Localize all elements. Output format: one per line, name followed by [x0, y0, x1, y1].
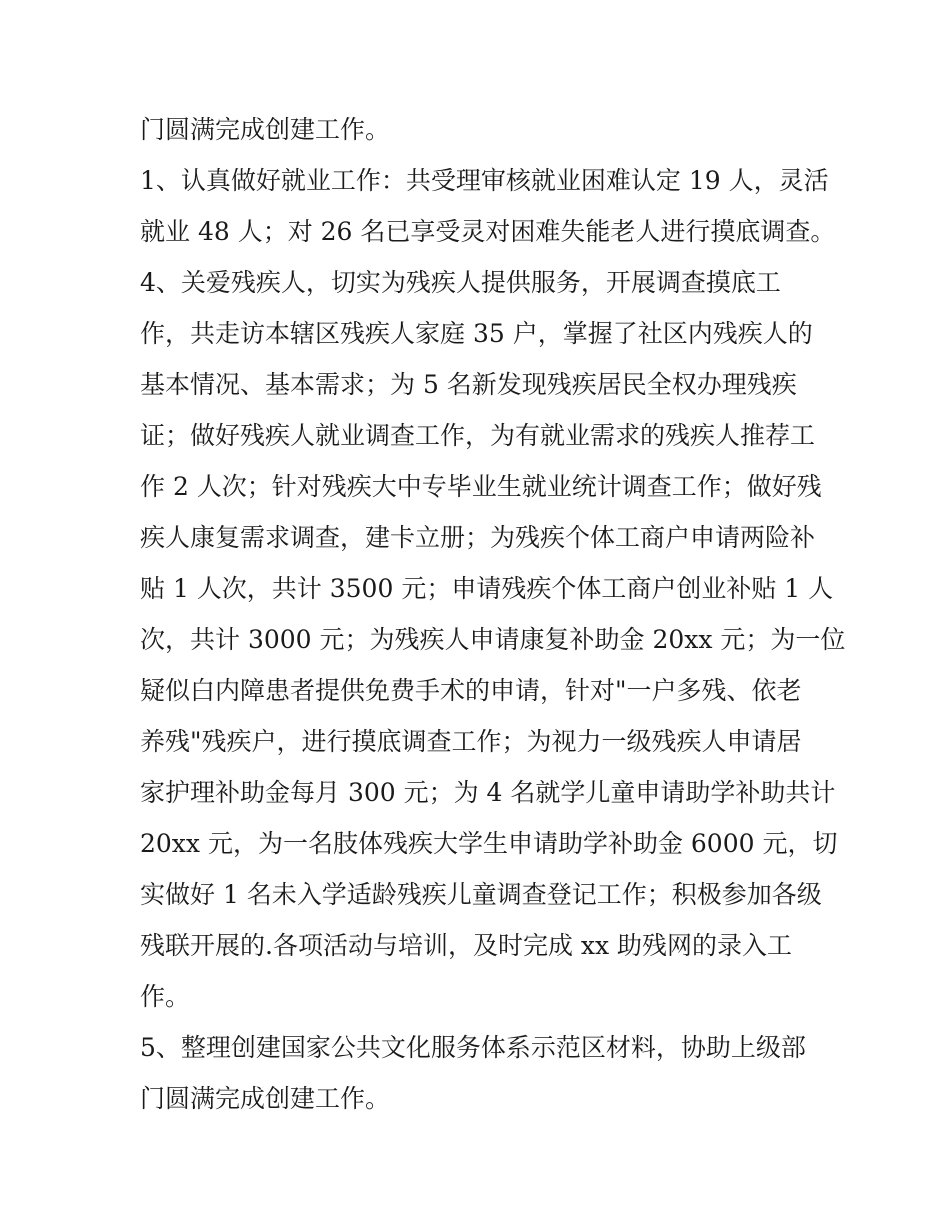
text-line: 实做好 1 名未入学适龄残疾儿童调查登记工作；积极参加各级 [140, 880, 822, 909]
text-line: 门圆满完成创建工作。 [140, 115, 391, 144]
text-line: 证；做好残疾人就业调查工作，为有就业需求的残疾人推荐工 [140, 421, 816, 450]
text-line: 4、关爱残疾人，切实为残疾人提供服务，开展调查摸底工 [140, 268, 781, 297]
text-line: 疾人康复需求调查，建卡立册；为残疾个体工商户申请两险补 [140, 523, 816, 552]
text-line: 就业 48 人；对 26 名已享受灵对困难失能老人进行摸底调查。 [140, 217, 836, 246]
text-line: 疑似白内障患者提供免费手术的申请，针对"一户多残、依老 [140, 676, 802, 705]
text-line: 次，共计 3000 元；为残疾人申请康复补助金 20xx 元；为一位 [140, 625, 846, 654]
document-body [140, 104, 846, 1124]
text-line: 20xx 元，为一名肢体残疾大学生申请助学补助金 6000 元，切 [140, 829, 838, 858]
text-line: 基本情况、基本需求；为 5 名新发现残疾居民全权办理残疾 [140, 370, 797, 399]
text-line: 1、认真做好就业工作：共受理审核就业困难认定 19 人，灵活 [140, 166, 829, 195]
text-line: 作，共走访本辖区残疾人家庭 35 户，掌握了社区内残疾人的 [140, 319, 813, 348]
text-line: 家护理补助金每月 300 元；为 4 名就学儿童申请助学补助共计 [140, 778, 836, 807]
text-line: 5、整理创建国家公共文化服务体系示范区材料，协助上级部 [140, 1033, 806, 1062]
text-line: 作 2 人次；针对残疾大中专毕业生就业统计调查工作；做好残 [140, 472, 822, 501]
text-line: 贴 1 人次，共计 3500 元；申请残疾个体工商户创业补贴 1 人 [140, 574, 834, 603]
text-line: 残联开展的.各项活动与培训，及时完成 xx 助残网的录入工 [140, 931, 793, 960]
text-line: 作。 [140, 982, 191, 1011]
text-line: 门圆满完成创建工作。 [140, 1084, 391, 1113]
text-line: 养残"残疾户，进行摸底调查工作；为视力一级残疾人申请居 [140, 727, 802, 756]
